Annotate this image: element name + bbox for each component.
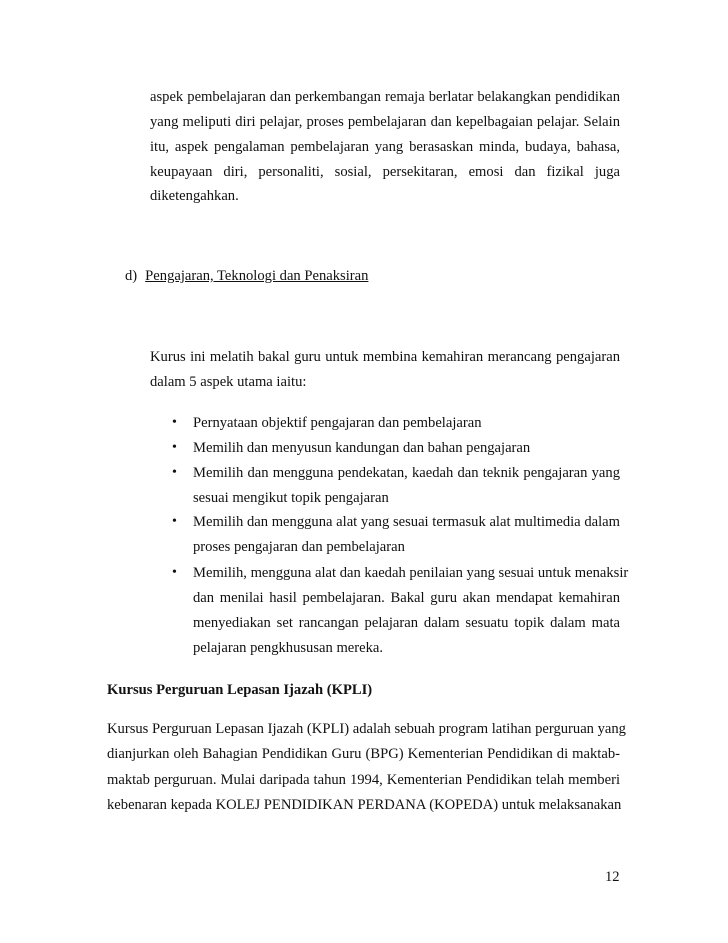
list-item-line: menyediakan set rancangan pelajaran dalam sesuatu topik dalam mata xyxy=(193,615,620,631)
paragraph-line: yang meliputi diri pelajar, proses pembelajaran dan kepelbagaian pelajar. Selain xyxy=(150,114,620,130)
list-item: Pernyataan objektif pengajaran dan pembelajaran xyxy=(193,415,482,431)
list-item-line: pelajaran pengkhususan mereka. xyxy=(193,640,384,656)
section-label: d) xyxy=(125,268,138,284)
paragraph-line: diketengahkan. xyxy=(150,188,239,204)
paragraph-line: dianjurkan oleh Bahagian Pendidikan Guru (BPG) Kementerian Pendidikan di maktab- xyxy=(107,746,620,762)
paragraph-line: keupayaan diri, personaliti, sosial, persekitaran, emosi dan fizikal juga xyxy=(150,164,620,180)
bullet-icon: • xyxy=(172,465,177,480)
list-item-line: dan menilai hasil pembelajaran. Bakal guru akan mendapat kemahiran xyxy=(193,590,620,606)
paragraph-line: Kurus ini melatih bakal guru untuk membina kemahiran merancang pengajaran xyxy=(150,349,620,365)
paragraph-line: maktab perguruan. Mulai daripada tahun 1994, Kementerian Pendidikan telah memberi xyxy=(107,772,620,788)
bullet-icon: • xyxy=(172,415,177,430)
section-heading-d xyxy=(125,267,368,285)
paragraph-line: Kursus Perguruan Lepasan Ijazah (KPLI) adalah sebuah program latihan perguruan yang xyxy=(107,721,626,737)
list-item-line: proses pengajaran dan pembelajaran xyxy=(193,539,405,555)
list-item: Memilih dan mengguna alat yang sesuai termasuk alat multimedia dalam xyxy=(193,514,620,530)
list-item: Memilih dan mengguna pendekatan, kaedah dan teknik pengajaran yang xyxy=(193,465,620,481)
paragraph-line: kebenaran kepada KOLEJ PENDIDIKAN PERDANA (KOPEDA) untuk melaksanakan xyxy=(107,797,622,813)
list-item-line: sesuai mengikut topik pengajaran xyxy=(193,490,389,506)
section-title: Pengajaran, Teknologi dan Penaksiran xyxy=(145,268,369,284)
list-item: Memilih, mengguna alat dan kaedah penilaian yang sesuai untuk menaksir xyxy=(193,565,629,581)
paragraph-line: dalam 5 aspek utama iaitu: xyxy=(150,374,307,390)
paragraph-line: aspek pembelajaran dan perkembangan remaja berlatar belakangkan pendidikan xyxy=(150,89,620,105)
page-number: 12 xyxy=(605,869,620,885)
list-item: Memilih dan menyusun kandungan dan bahan pengajaran xyxy=(193,440,531,456)
bullet-icon: • xyxy=(172,440,177,455)
paragraph-line: itu, aspek pengalaman pembelajaran yang berasaskan minda, budaya, bahasa, xyxy=(150,139,620,155)
bullet-icon: • xyxy=(172,514,177,529)
kpli-heading: Kursus Perguruan Lepasan Ijazah (KPLI) xyxy=(107,682,373,698)
bullet-icon: • xyxy=(172,565,177,580)
